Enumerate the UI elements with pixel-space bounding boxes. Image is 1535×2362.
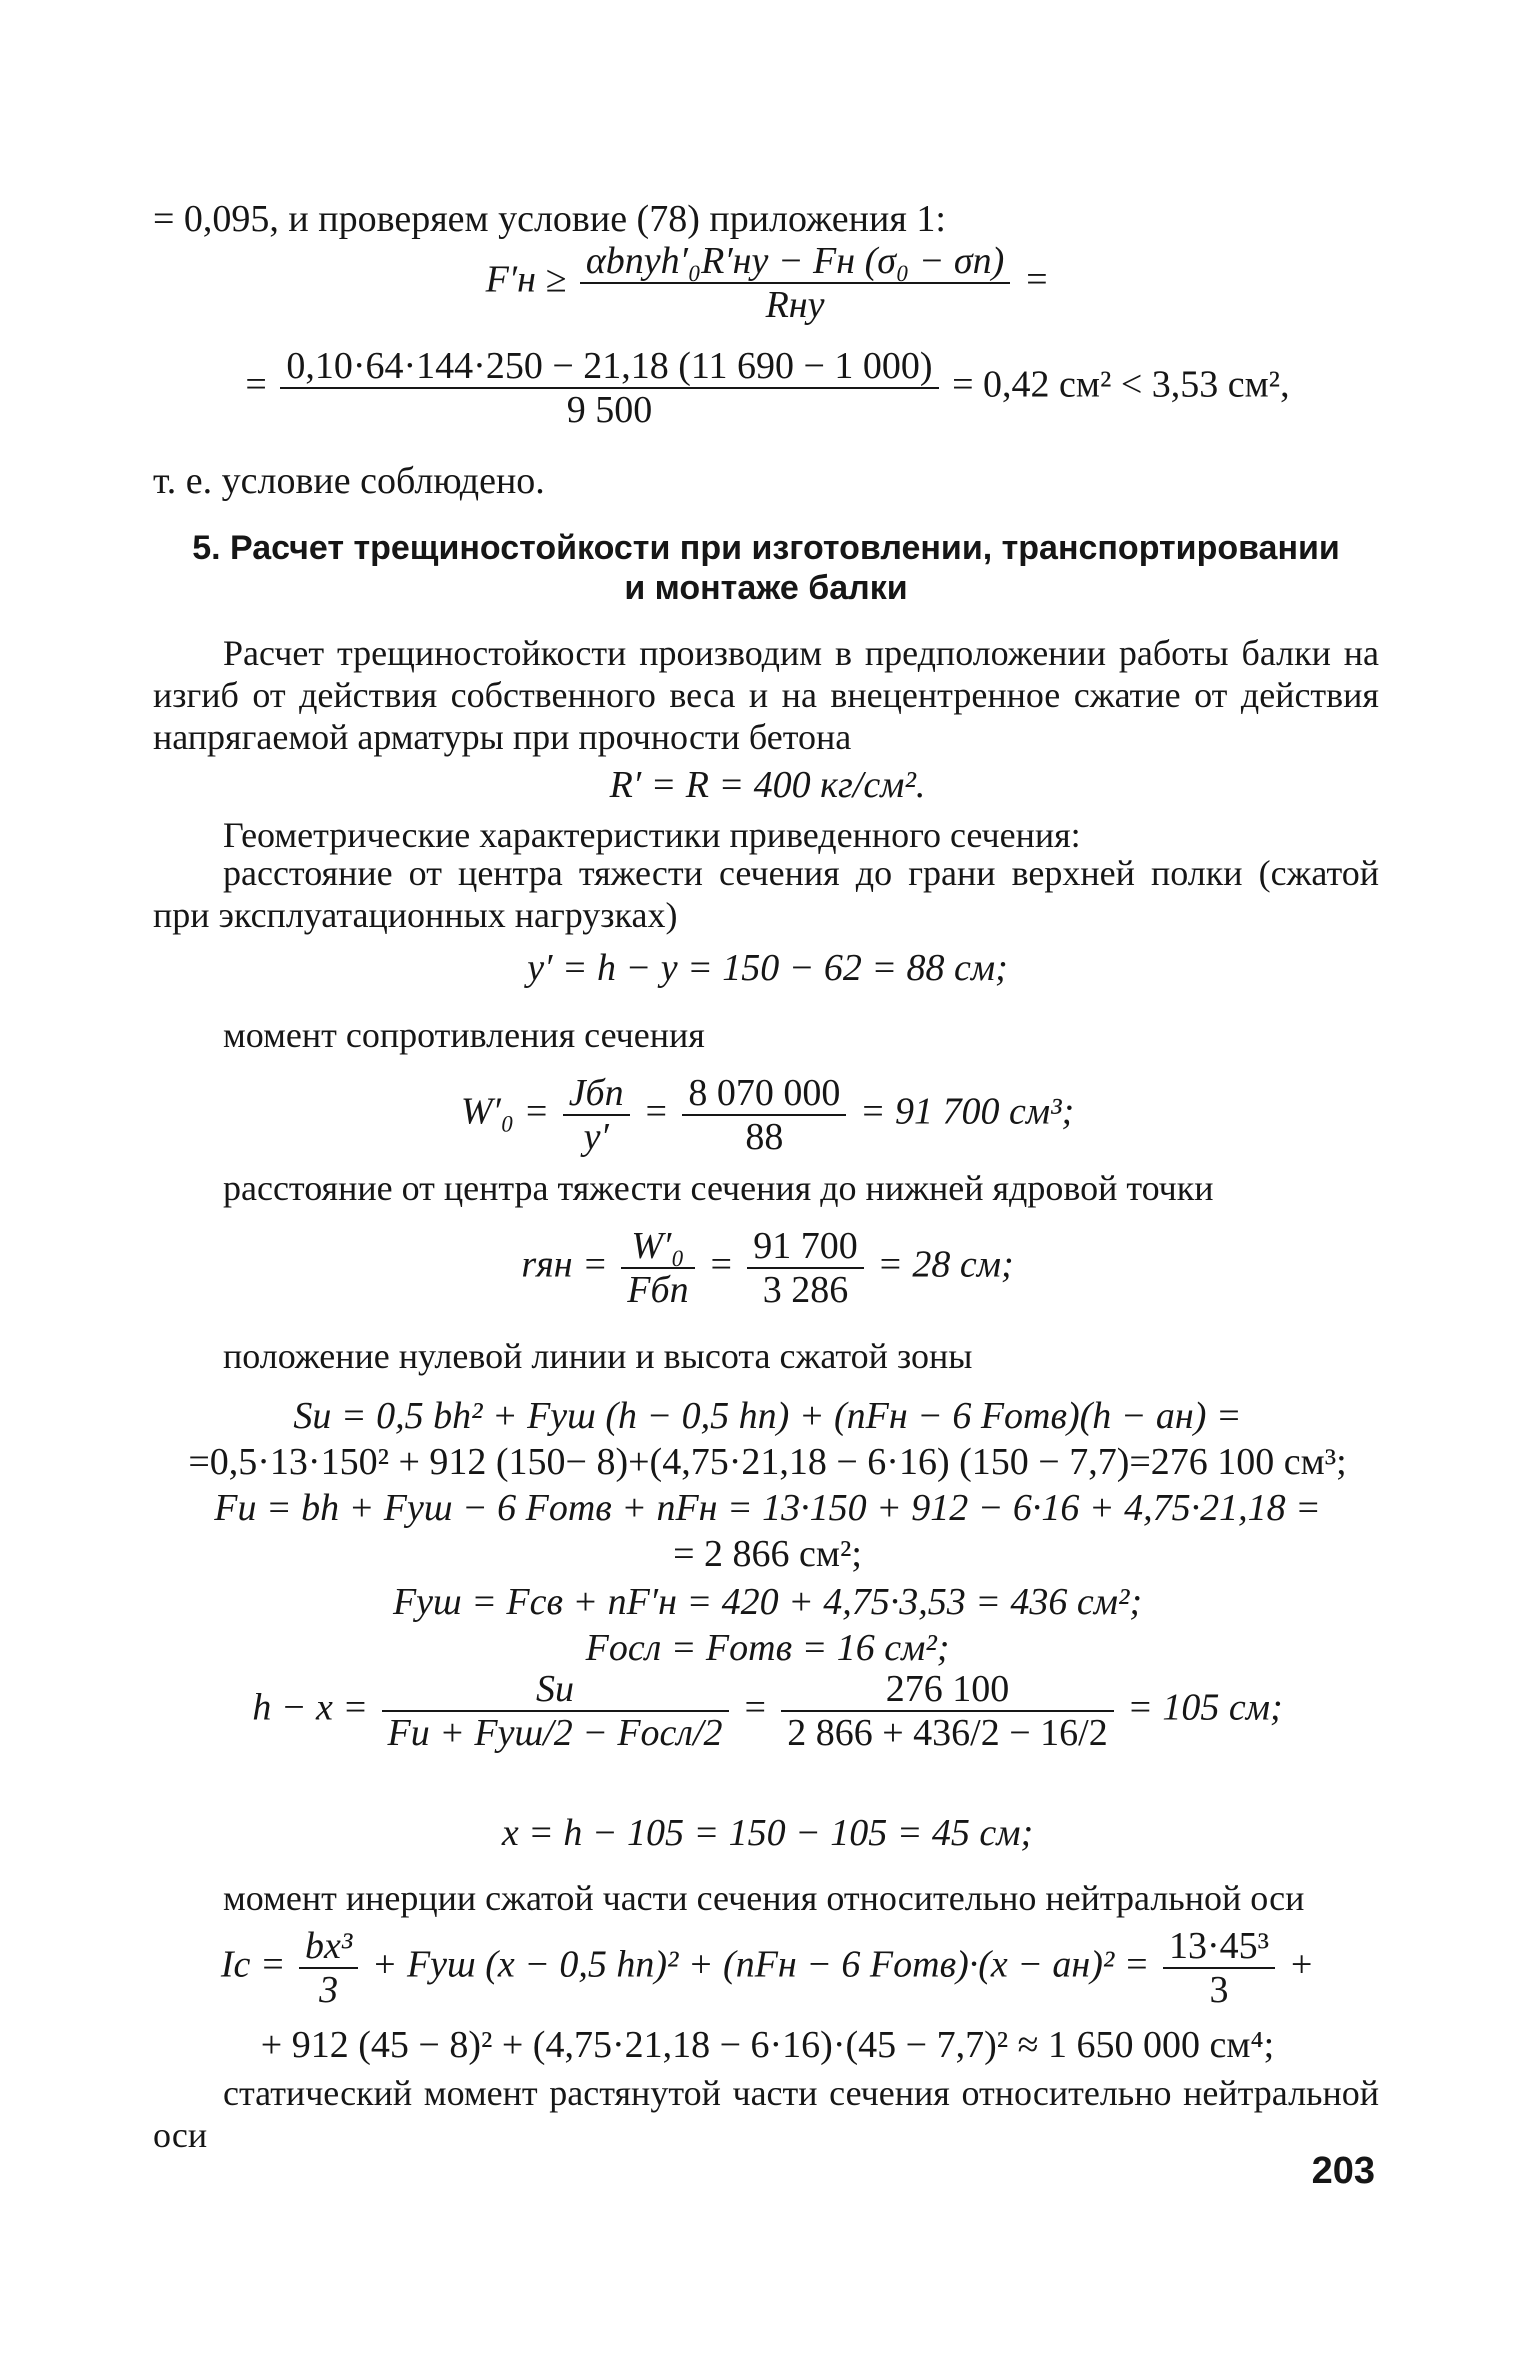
- geometry-title: Геометрические характеристики приведенного сечения:: [223, 815, 1081, 855]
- neutral-line-text: положение нулевой линии и высота сжатой зоны: [223, 1336, 973, 1376]
- weakening-area-formula: Fосл = Fотв = 16 см²;: [585, 1627, 950, 1669]
- formula-fraction-1: [382, 1668, 729, 1754]
- fraction-denominator: 9 500: [566, 389, 653, 431]
- heading-line-2: и монтаже балки: [624, 569, 908, 607]
- paragraph-static-moment: статический момент растянутой части сечения относительно нейтральной оси: [153, 2073, 1379, 2155]
- core-point-text: расстояние от центра тяжести сечения до нижней ядровой точки: [223, 1168, 1214, 1208]
- formula-lhs: Iс =: [220, 1943, 286, 1986]
- core-distance-formula: [0, 1225, 1535, 1311]
- formula-result: = 0,42 см² < 3,53 см²,: [952, 363, 1290, 406]
- formula-result: = 28 см;: [877, 1243, 1014, 1286]
- y-formula: y′ = h − y = 150 − 62 = 88 см;: [527, 947, 1008, 989]
- fraction-denominator: 3: [1209, 1969, 1229, 2011]
- fraction-numerator: Jбп: [563, 1072, 630, 1116]
- heading-line-1: 5. Расчет трещиностойкости при изготовлении, транспортировании: [192, 529, 1340, 567]
- formula-lhs: h − x =: [252, 1686, 369, 1729]
- compressed-zone-formula: [0, 1668, 1535, 1754]
- fraction-denominator: 3 286: [762, 1269, 849, 1311]
- fraction-numerator: 8 070 000: [682, 1072, 846, 1116]
- formula-lhs: W′₀ =: [460, 1090, 550, 1133]
- equals-sign: =: [643, 1090, 669, 1133]
- fraction-denominator: Fи + Fуш/2 − Fосл/2: [387, 1712, 723, 1754]
- intro-line: = 0,095, и проверяем условие (78) приложения 1:: [153, 198, 946, 240]
- inertia-text: момент инерции сжатой части сечения относительно нейтральной оси: [223, 1878, 1305, 1918]
- formula-middle: + Fуш (x − 0,5 hп)² + (nFн − 6 Fотв)·(x − aн)² =: [371, 1943, 1150, 1986]
- area-formula: Fи = bh + Fуш − 6 Fотв + nFн = 13·150 + 912 − 6·16 + 4,75·21,18 =: [214, 1487, 1321, 1529]
- formula-fraction-2: [682, 1072, 846, 1158]
- formula-tail: =: [1023, 258, 1050, 301]
- formula-lhs: rян =: [521, 1243, 608, 1286]
- shelf-area-formula: Fуш = Fсв + nF′н = 420 + 4,75·3,53 = 436 см²;: [392, 1581, 1143, 1623]
- fraction-denominator: 3: [319, 1969, 339, 2011]
- static-moment-calculation: =0,5·13·150² + 912 (150− 8)+(4,75·21,18 − 6·16) (150 − 7,7)=276 100 см³;: [188, 1441, 1347, 1483]
- paragraph-distance: расстояние от центра тяжести сечения до грани верхней полки (сжатой при эксплуатационных нагрузках): [153, 853, 1379, 935]
- equals-sign: =: [708, 1243, 734, 1286]
- inertia-formula: [0, 1925, 1535, 2011]
- formula-lead: =: [245, 363, 267, 406]
- paragraph-intro: Расчет трещиностойкости производим в предположении работы балки на изгиб от действия собственного веса и на внецентренное сжатие от действия напрягаемой арматуры при прочности бетона: [153, 633, 1379, 757]
- fraction-numerator: 91 700: [747, 1225, 864, 1269]
- fraction-denominator: 88: [745, 1116, 784, 1158]
- fraction-denominator: 2 866 + 436/2 − 16/2: [787, 1712, 1108, 1754]
- formula-fraction: [280, 345, 938, 431]
- formula-fraction-1: [563, 1072, 630, 1158]
- equals-sign: =: [742, 1686, 768, 1729]
- concrete-strength-formula: R′ = R = 400 кг/см².: [609, 764, 926, 806]
- fraction-numerator: bx³: [299, 1925, 358, 1969]
- area-result: = 2 866 см²;: [673, 1533, 862, 1575]
- fraction-numerator: 13·45³: [1163, 1925, 1275, 1969]
- formula-tail: +: [1288, 1943, 1315, 1986]
- formula-lhs: F′н ≥: [485, 258, 567, 301]
- formula-fraction-2: [747, 1225, 864, 1311]
- inertia-calculation: + 912 (45 − 8)² + (4,75·21,18 − 6·16)·(45 − 7,7)² ≈ 1 650 000 см⁴;: [260, 2024, 1275, 2066]
- fraction-denominator: Rну: [765, 284, 825, 326]
- x-formula: x = h − 105 = 150 − 105 = 45 см;: [501, 1812, 1034, 1854]
- condition-formula: [0, 240, 1535, 326]
- fraction-denominator: Fбп: [627, 1269, 689, 1311]
- formula-fraction-1: [621, 1225, 694, 1311]
- formula-result: = 105 см;: [1127, 1686, 1283, 1729]
- condition-calculation: [0, 345, 1535, 431]
- formula-fraction-2: [781, 1668, 1113, 1754]
- fraction-denominator: y′: [583, 1116, 609, 1158]
- fraction-numerator: Sи: [382, 1668, 729, 1712]
- fraction-numerator: 0,10·64·144·250 − 21,18 (11 690 − 1 000): [280, 345, 938, 389]
- fraction-numerator: αbпуh′₀R′ну − Fн (σ₀ − σп): [580, 240, 1010, 284]
- condition-met-text: т. е. условие соблюдено.: [153, 460, 545, 502]
- formula-fraction-1: [299, 1925, 358, 2011]
- formula-fraction: [580, 240, 1010, 326]
- formula-fraction-2: [1163, 1925, 1275, 2011]
- formula-result: = 91 700 см³;: [859, 1090, 1075, 1133]
- section-modulus-formula: [0, 1072, 1535, 1158]
- page-number: 203: [1311, 2150, 1375, 2192]
- fraction-numerator: W′₀: [621, 1225, 694, 1269]
- fraction-numerator: 276 100: [781, 1668, 1113, 1712]
- static-moment-formula: Sи = 0,5 bh² + Fуш (h − 0,5 hп) + (nFн − 6 Fотв)(h − aн) =: [293, 1395, 1242, 1437]
- moment-text: момент сопротивления сечения: [223, 1015, 705, 1055]
- section-heading: [153, 528, 1379, 608]
